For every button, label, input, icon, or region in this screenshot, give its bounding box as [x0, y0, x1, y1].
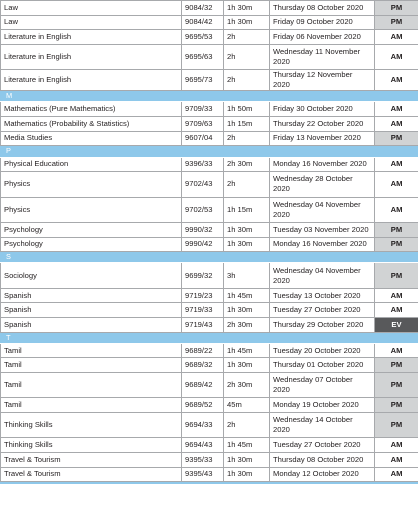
subject-cell: Tamil: [1, 398, 182, 413]
section-letter: T: [1, 332, 418, 343]
subject-cell: Law: [1, 1, 182, 16]
table-row: [1, 222, 418, 237]
date-cell: Wednesday 28 October 2020: [270, 172, 375, 197]
component-code-cell: 9694/33: [182, 413, 224, 438]
component-code-cell: 9689/32: [182, 358, 224, 373]
table-row: [1, 358, 418, 373]
date-cell: Wednesday 07 October 2020: [270, 373, 375, 398]
component-code-cell: 9719/23: [182, 288, 224, 303]
date-cell: Friday 09 October 2020: [270, 15, 375, 30]
section-header-row: [1, 146, 418, 157]
table-row: [1, 317, 418, 332]
date-cell: Thursday 01 October 2020: [270, 358, 375, 373]
component-code-cell: 9689/22: [182, 343, 224, 358]
component-code-cell: 9699/32: [182, 263, 224, 288]
component-code-cell: 9395/43: [182, 467, 224, 482]
date-cell: Tuesday 03 November 2020: [270, 222, 375, 237]
component-code-cell: 9084/42: [182, 15, 224, 30]
date-cell: Friday 13 November 2020: [270, 131, 375, 146]
duration-cell: 1h 30m: [224, 358, 270, 373]
session-cell: AM: [375, 117, 418, 132]
component-code-cell: 9695/53: [182, 30, 224, 45]
table-row: [1, 197, 418, 222]
subject-cell: Physics: [1, 172, 182, 197]
component-code-cell: 9694/43: [182, 438, 224, 453]
duration-cell: 1h 15m: [224, 197, 270, 222]
date-cell: Tuesday 13 October 2020: [270, 288, 375, 303]
subject-cell: Psychology: [1, 222, 182, 237]
component-code-cell: 9990/32: [182, 222, 224, 237]
date-cell: Tuesday 20 October 2020: [270, 343, 375, 358]
component-code-cell: 9719/33: [182, 303, 224, 318]
subject-cell: Sociology: [1, 263, 182, 288]
session-cell: AM: [375, 343, 418, 358]
component-code-cell: 9990/42: [182, 237, 224, 252]
date-cell: Monday 16 November 2020: [270, 237, 375, 252]
section-letter: M: [1, 91, 418, 102]
duration-cell: 2h: [224, 44, 270, 69]
session-cell: PM: [375, 131, 418, 146]
bottom-divider: [0, 482, 418, 484]
duration-cell: 3h: [224, 263, 270, 288]
duration-cell: 1h 30m: [224, 222, 270, 237]
subject-cell: Mathematics (Pure Mathematics): [1, 102, 182, 117]
subject-cell: Media Studies: [1, 131, 182, 146]
duration-cell: 1h 45m: [224, 438, 270, 453]
session-cell: PM: [375, 15, 418, 30]
table-row: [1, 373, 418, 398]
date-cell: Monday 12 October 2020: [270, 467, 375, 482]
duration-cell: 1h 50m: [224, 102, 270, 117]
date-cell: Monday 16 November 2020: [270, 157, 375, 172]
table-row: [1, 467, 418, 482]
session-cell: PM: [375, 358, 418, 373]
duration-cell: 2h: [224, 131, 270, 146]
subject-cell: Spanish: [1, 288, 182, 303]
table-row: [1, 453, 418, 468]
subject-cell: Literature in English: [1, 44, 182, 69]
date-cell: Thursday 29 October 2020: [270, 317, 375, 332]
date-cell: Thursday 08 October 2020: [270, 1, 375, 16]
duration-cell: 2h: [224, 413, 270, 438]
subject-cell: Spanish: [1, 317, 182, 332]
session-cell: AM: [375, 467, 418, 482]
session-cell: PM: [375, 263, 418, 288]
component-code-cell: 9607/04: [182, 131, 224, 146]
session-cell: AM: [375, 197, 418, 222]
duration-cell: 1h 30m: [224, 453, 270, 468]
table-row: [1, 1, 418, 16]
date-cell: Tuesday 27 October 2020: [270, 438, 375, 453]
table-row: [1, 117, 418, 132]
table-row: [1, 398, 418, 413]
subject-cell: Literature in English: [1, 30, 182, 45]
session-cell: AM: [375, 288, 418, 303]
section-letter: P: [1, 146, 418, 157]
subject-cell: Tamil: [1, 373, 182, 398]
duration-cell: 1h 45m: [224, 343, 270, 358]
component-code-cell: 9695/63: [182, 44, 224, 69]
session-cell: PM: [375, 1, 418, 16]
date-cell: Wednesday 04 November 2020: [270, 197, 375, 222]
duration-cell: 2h: [224, 70, 270, 91]
duration-cell: 1h 30m: [224, 15, 270, 30]
table-row: [1, 70, 418, 91]
date-cell: Wednesday 11 November 2020: [270, 44, 375, 69]
date-cell: Thursday 12 November 2020: [270, 70, 375, 91]
subject-cell: Physical Education: [1, 157, 182, 172]
component-code-cell: 9702/53: [182, 197, 224, 222]
duration-cell: 2h: [224, 172, 270, 197]
duration-cell: 2h 30m: [224, 373, 270, 398]
duration-cell: 1h 30m: [224, 1, 270, 16]
session-cell: AM: [375, 172, 418, 197]
duration-cell: 1h 30m: [224, 303, 270, 318]
date-cell: Friday 30 October 2020: [270, 102, 375, 117]
component-code-cell: 9689/42: [182, 373, 224, 398]
date-cell: Wednesday 14 October 2020: [270, 413, 375, 438]
date-cell: Monday 19 October 2020: [270, 398, 375, 413]
table-row: [1, 343, 418, 358]
session-cell: PM: [375, 373, 418, 398]
duration-cell: 1h 30m: [224, 467, 270, 482]
subject-cell: Travel & Tourism: [1, 467, 182, 482]
section-letter: S: [1, 252, 418, 263]
component-code-cell: 9702/43: [182, 172, 224, 197]
subject-cell: Psychology: [1, 237, 182, 252]
subject-cell: Tamil: [1, 358, 182, 373]
component-code-cell: 9709/33: [182, 102, 224, 117]
table-row: [1, 102, 418, 117]
duration-cell: 1h 45m: [224, 288, 270, 303]
date-cell: Friday 06 November 2020: [270, 30, 375, 45]
session-cell: AM: [375, 453, 418, 468]
duration-cell: 2h 30m: [224, 317, 270, 332]
session-cell: AM: [375, 44, 418, 69]
component-code-cell: 9695/73: [182, 70, 224, 91]
section-header-row: [1, 91, 418, 102]
component-code-cell: 9396/33: [182, 157, 224, 172]
duration-cell: 2h: [224, 30, 270, 45]
session-cell: AM: [375, 303, 418, 318]
table-row: [1, 30, 418, 45]
table-row: [1, 131, 418, 146]
section-header-row: [1, 252, 418, 263]
subject-cell: Thinking Skills: [1, 413, 182, 438]
session-cell: EV: [375, 317, 418, 332]
table-row: [1, 15, 418, 30]
session-cell: AM: [375, 30, 418, 45]
component-code-cell: 9709/63: [182, 117, 224, 132]
session-cell: AM: [375, 102, 418, 117]
table-row: [1, 44, 418, 69]
session-cell: AM: [375, 438, 418, 453]
subject-cell: Physics: [1, 197, 182, 222]
table-row: [1, 172, 418, 197]
date-cell: Thursday 22 October 2020: [270, 117, 375, 132]
date-cell: Thursday 08 October 2020: [270, 453, 375, 468]
date-cell: Wednesday 04 November 2020: [270, 263, 375, 288]
session-cell: PM: [375, 398, 418, 413]
duration-cell: 45m: [224, 398, 270, 413]
subject-cell: Travel & Tourism: [1, 453, 182, 468]
table-row: [1, 288, 418, 303]
table-row: [1, 413, 418, 438]
subject-cell: Literature in English: [1, 70, 182, 91]
table-row: [1, 303, 418, 318]
subject-cell: Mathematics (Probability & Statistics): [1, 117, 182, 132]
subject-cell: Tamil: [1, 343, 182, 358]
subject-cell: Law: [1, 15, 182, 30]
component-code-cell: 9719/43: [182, 317, 224, 332]
component-code-cell: 9689/52: [182, 398, 224, 413]
duration-cell: 1h 15m: [224, 117, 270, 132]
duration-cell: 1h 30m: [224, 237, 270, 252]
session-cell: PM: [375, 413, 418, 438]
table-row: [1, 237, 418, 252]
timetable-body: [1, 1, 418, 482]
section-header-row: [1, 332, 418, 343]
session-cell: PM: [375, 222, 418, 237]
session-cell: PM: [375, 237, 418, 252]
session-cell: AM: [375, 70, 418, 91]
date-cell: Tuesday 27 October 2020: [270, 303, 375, 318]
component-code-cell: 9084/32: [182, 1, 224, 16]
subject-cell: Spanish: [1, 303, 182, 318]
component-code-cell: 9395/33: [182, 453, 224, 468]
subject-cell: Thinking Skills: [1, 438, 182, 453]
session-cell: AM: [375, 157, 418, 172]
table-row: [1, 263, 418, 288]
table-row: [1, 438, 418, 453]
table-row: [1, 157, 418, 172]
duration-cell: 2h 30m: [224, 157, 270, 172]
